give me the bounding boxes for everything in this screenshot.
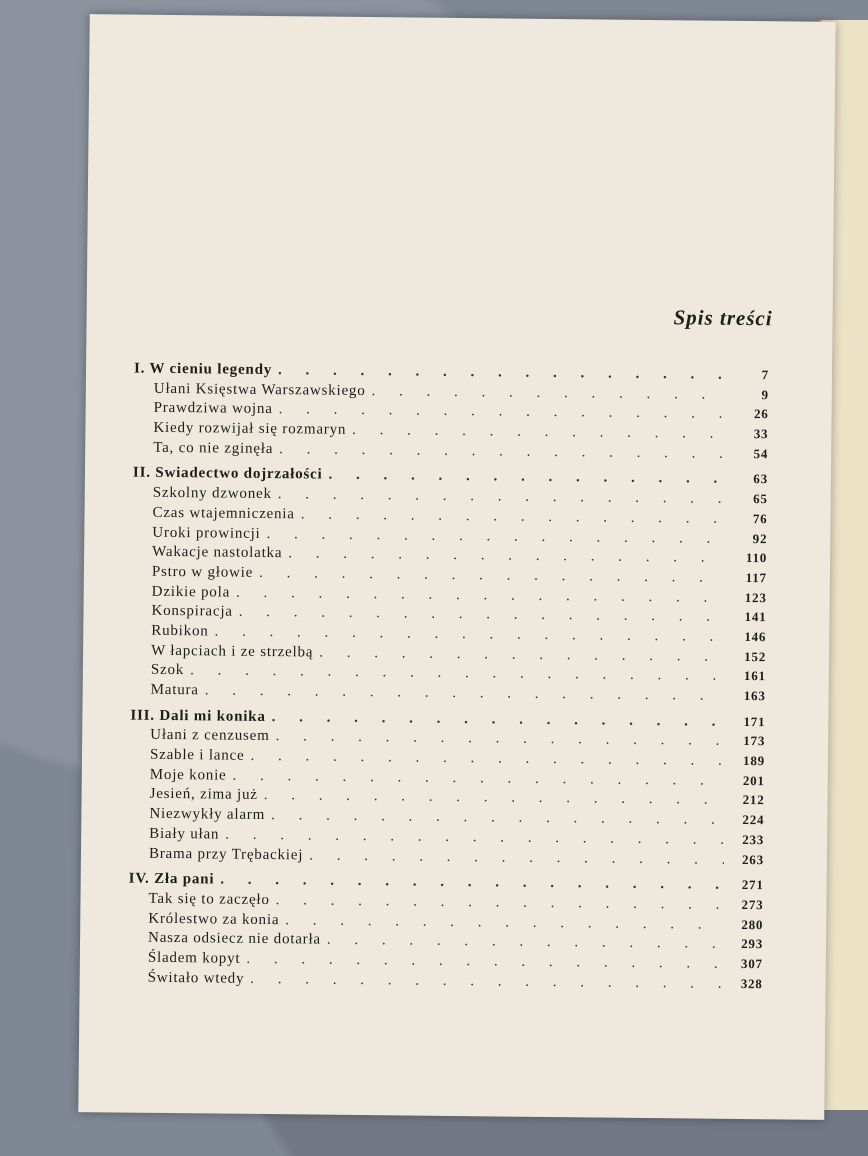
- toc-entry-label: Śladem kopyt: [147, 949, 241, 967]
- toc-entry-label: Biały ułan: [149, 825, 220, 843]
- page-number: 173: [743, 733, 766, 749]
- toc-entry-label: Uroki prowincji: [152, 524, 261, 542]
- dot-leader: [352, 422, 728, 443]
- page-number: 273: [741, 896, 764, 913]
- toc-entry-label: Szkolny dzwonek: [152, 484, 272, 503]
- page-number: 307: [740, 955, 763, 972]
- dot-leader: [327, 932, 723, 953]
- page-number: 293: [741, 936, 764, 952]
- page-number: 280: [741, 916, 764, 932]
- dot-leader: [266, 526, 727, 548]
- dot-leader: [264, 787, 725, 809]
- toc-entry-label: Matura: [150, 681, 199, 699]
- toc-entry-label: Prawdziwa wojna: [153, 400, 273, 418]
- page-number: 171: [743, 713, 766, 729]
- toc-entry-label: Tak się to zaczęło: [148, 890, 270, 908]
- page-number: 224: [742, 812, 765, 828]
- toc-entry-label: Moje konie: [149, 766, 227, 784]
- dot-leader: [276, 892, 724, 914]
- toc-entry-label: Czas wtajemniczenia: [152, 504, 295, 523]
- toc-entry-label: Niezwykły alarm: [149, 805, 266, 824]
- dot-leader: [288, 545, 727, 567]
- dot-leader: [276, 728, 726, 750]
- toc-entry-label: Konspiracja: [151, 603, 233, 620]
- toc-entry-label: Szok: [150, 662, 185, 679]
- page-number: 163: [743, 688, 766, 704]
- page-number: 117: [745, 569, 767, 586]
- page-number: 263: [741, 851, 765, 867]
- toc-entry-label: Ułani z cenzusem: [150, 727, 270, 745]
- page-number: 189: [743, 753, 766, 769]
- page-number: 328: [740, 975, 763, 991]
- toc-entry-label: Pstro w głowie: [151, 563, 254, 581]
- dot-leader: [301, 506, 728, 527]
- section-heading-label: IV. Zła pani: [128, 870, 215, 888]
- toc-entry-label: Nasza odsiecz nie dotarła: [148, 930, 322, 948]
- toc-entry-label: Ułani Księstwa Warszawskiego: [153, 380, 366, 399]
- page-number: 33: [753, 426, 769, 442]
- page-number: 212: [742, 792, 765, 808]
- page-number: 92: [752, 530, 768, 546]
- dot-leader: [271, 807, 724, 829]
- page-number: 152: [744, 648, 767, 664]
- page-number: 110: [745, 550, 768, 566]
- page-title: Spis treści: [673, 305, 773, 331]
- page-number: 141: [744, 609, 767, 625]
- dot-leader: [279, 401, 729, 423]
- toc-entry-label: Królestwo za konia: [148, 910, 280, 928]
- dot-leader: [250, 970, 722, 992]
- page-number: 233: [742, 831, 765, 848]
- page-number: 146: [744, 628, 767, 645]
- toc-entry-label: Rubikon: [151, 622, 209, 640]
- toc-entry-label: Dzikie pola: [151, 583, 231, 601]
- page-number: 7: [761, 367, 770, 383]
- page-number: 76: [752, 510, 768, 527]
- dot-leader: [328, 467, 728, 488]
- dot-leader: [278, 362, 729, 384]
- page-number: 54: [753, 445, 769, 462]
- toc-entry-label: Kiedy rozwijał się rozmaryn: [153, 419, 347, 438]
- dot-leader: [250, 748, 725, 770]
- toc-entry-label: Szable i lance: [149, 746, 245, 764]
- toc-entry-label: Jesień, zima już: [149, 786, 258, 804]
- dot-leader: [309, 847, 724, 868]
- dot-leader: [259, 565, 727, 587]
- toc-entry-label: Brama przy Trębackiej: [148, 845, 304, 863]
- dot-leader: [279, 441, 728, 463]
- dot-leader: [319, 644, 726, 665]
- dot-leader: [272, 709, 726, 731]
- page-number: 65: [753, 491, 768, 507]
- toc-entry-label: Wakacje nastolatka: [152, 543, 283, 562]
- toc-entry-label: Ta, co nie zginęła: [153, 439, 274, 457]
- dot-leader: [371, 383, 728, 404]
- toc-entry-label: W łapciach i ze strzelbą: [151, 642, 314, 661]
- section-heading-label: I. W cieniu legendy: [133, 360, 273, 379]
- dot-leader: [278, 486, 728, 508]
- dot-leader: [246, 951, 723, 973]
- table-of-contents: [128, 361, 770, 996]
- toc-entry-label: Świtało wtedy: [147, 969, 245, 987]
- dot-leader: [285, 912, 723, 934]
- book-page: [78, 14, 835, 1120]
- page-number: 63: [753, 471, 769, 487]
- page-number: 9: [761, 386, 769, 402]
- page-number: 201: [742, 772, 765, 788]
- page-number: 271: [741, 877, 764, 893]
- section-heading-label: II. Swiadectwo dojrzałości: [132, 465, 323, 484]
- page-number: 123: [744, 589, 767, 605]
- page-number: 26: [753, 406, 769, 422]
- section-heading-label: III. Dali mi konika: [130, 707, 266, 725]
- page-number: 161: [743, 668, 766, 684]
